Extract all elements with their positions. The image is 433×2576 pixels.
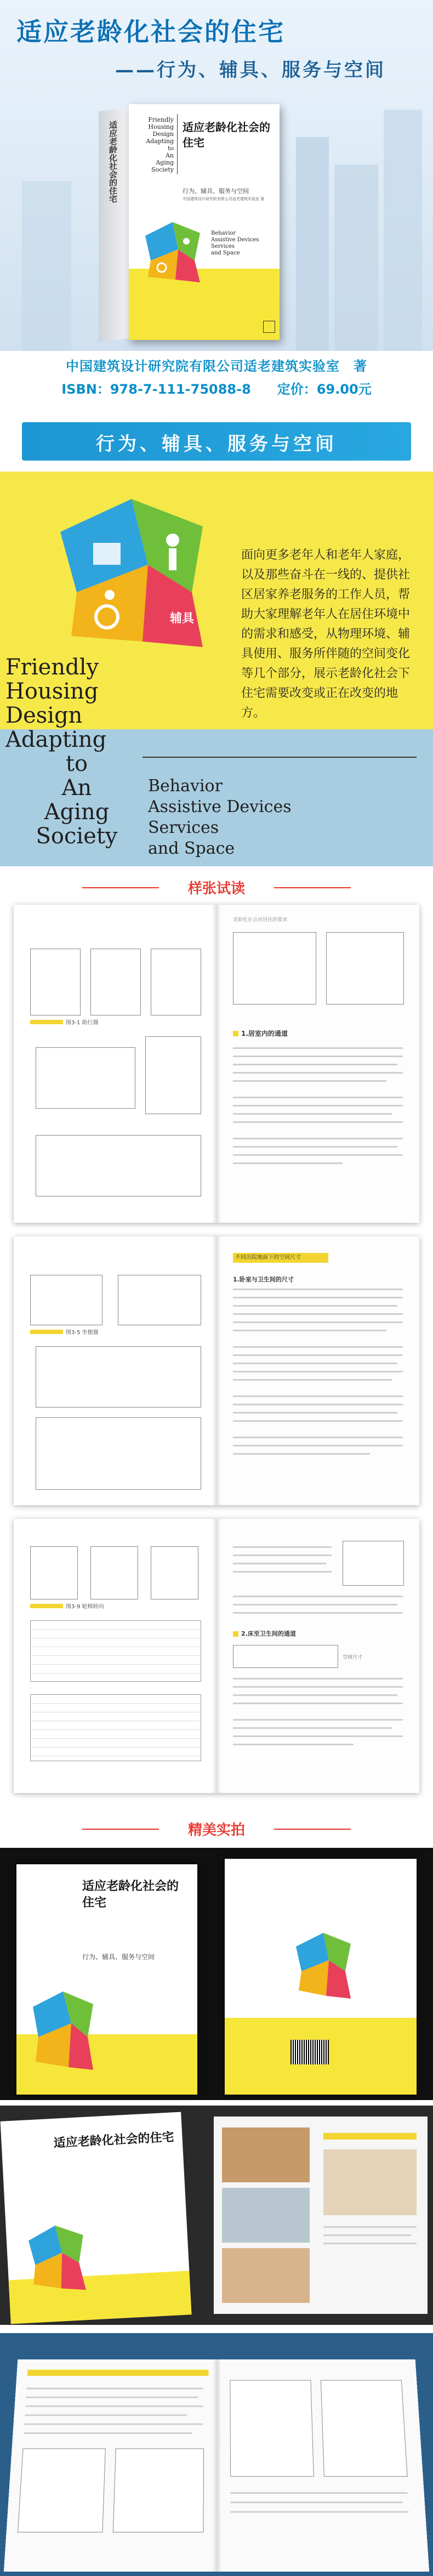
- text-line: [233, 1744, 354, 1745]
- text-line: [233, 1379, 392, 1381]
- photo-open-book: [0, 2333, 433, 2576]
- book-front-cover: [129, 104, 280, 340]
- text-line: [233, 1346, 403, 1348]
- text-line: [230, 2492, 407, 2494]
- intro-eng-line: to: [65, 751, 88, 776]
- intro-eng-sub-line: and Space: [148, 839, 235, 858]
- text-line: [233, 1694, 397, 1696]
- caption-marker: [30, 1020, 63, 1024]
- text-line: [233, 1305, 397, 1307]
- text-line: [323, 2243, 417, 2244]
- figure-person: [230, 2380, 314, 2477]
- spread-right-page: [216, 1519, 419, 1793]
- text-line: [233, 1154, 403, 1156]
- text-line: [233, 1703, 403, 1704]
- interior-photo: [222, 2127, 310, 2182]
- figure-corridor: [233, 932, 316, 1005]
- figure-diagram: [18, 2448, 106, 2532]
- cover-eng-line: Design: [152, 130, 174, 138]
- dimension-table: [30, 1694, 201, 1761]
- sample-spread-2: [14, 1236, 419, 1505]
- figure-layout: [233, 1645, 338, 1668]
- cover-eng-line: An: [165, 152, 174, 159]
- text-line: [233, 1445, 403, 1446]
- cover-subtitle: 行为、辅具、服务与空间: [183, 188, 249, 195]
- cover-eng-line: Aging: [156, 159, 174, 166]
- figure-wheelchair: [145, 1036, 201, 1114]
- sample-spread-1: [14, 905, 419, 1223]
- heading-marker: [233, 1631, 238, 1637]
- figure-wheelchair-ramp: [36, 1346, 201, 1408]
- figure-shower-chair: [36, 1047, 135, 1109]
- text-line: [25, 2405, 203, 2407]
- walker-person-body: [169, 548, 176, 570]
- heading-marker: [233, 1031, 238, 1036]
- text-line: [233, 1371, 403, 1372]
- intro-divider: [143, 757, 417, 758]
- text-line: [233, 1412, 397, 1414]
- spine-title: 适应老龄化社会的住宅: [108, 120, 118, 204]
- cover-eng-line: Society: [151, 166, 174, 173]
- text-line: [233, 1563, 326, 1564]
- spread-left-page: [14, 1236, 216, 1505]
- section-banner: [22, 422, 411, 461]
- text-line: [233, 1363, 397, 1364]
- text-line: [233, 1289, 403, 1290]
- text-line: [233, 1546, 332, 1548]
- text-line: [233, 1138, 403, 1139]
- figure-stretcher: [36, 1135, 201, 1196]
- figure-person: [321, 2380, 408, 2477]
- figure-caption: 图3-9 轮椅转向: [66, 1604, 104, 1610]
- text-line: [233, 1678, 403, 1679]
- text-line: [24, 2432, 192, 2434]
- figure-plan: [30, 1546, 78, 1599]
- interior-photo: [323, 2149, 417, 2215]
- isbn-price-line: ISBN：978-7-111-75088-8 定价：69.00元: [61, 382, 372, 397]
- cover-eng-line: Friendly: [148, 116, 174, 123]
- wheelchair-person-head: [105, 590, 115, 600]
- cover-english-title: [135, 116, 174, 173]
- caption-marker: [30, 1604, 63, 1608]
- text-line: [233, 1297, 403, 1298]
- intro-eng-sub-line: Behavior: [148, 776, 223, 796]
- section-heading: 1.居室内的通道: [241, 1030, 288, 1037]
- figure-step: [30, 1275, 102, 1325]
- text-line: [233, 1072, 403, 1074]
- barcode: [290, 2040, 329, 2064]
- text-line: [24, 2424, 203, 2425]
- text-line: [233, 1064, 397, 1065]
- text-line: [233, 1097, 403, 1098]
- sample-spread-3: [14, 1519, 419, 1793]
- spread-fold: [213, 2359, 222, 2572]
- cover-title: 适应老龄化社会的住宅: [183, 121, 270, 149]
- spread-fold: [212, 1236, 221, 1505]
- text-line: [233, 1453, 370, 1455]
- skyline-building: [384, 110, 422, 351]
- figure-caption: 图3-1 助行器: [66, 1020, 99, 1026]
- intro-eng-sub-line: Assistive Devices: [148, 797, 292, 816]
- text-line: [323, 2234, 411, 2236]
- intro-english-sub: [148, 776, 292, 859]
- figure-plan: [90, 1546, 138, 1599]
- photo-book-pages: [4, 2359, 429, 2572]
- cover-author: 中国建筑设计研究院有限公司适老建筑实验室 著: [183, 197, 265, 201]
- text-line: [233, 1146, 397, 1148]
- section-heading: 不同出院地面下的空间尺寸: [233, 1253, 328, 1263]
- skyline-building: [22, 181, 71, 351]
- page-heading-bar: [27, 2370, 209, 2376]
- intro-cube-graphic: [38, 483, 236, 652]
- section-line-right: [274, 1829, 351, 1830]
- photo-tilted-cover: [1, 2112, 192, 2324]
- photo-cover-title: 适应老龄化社会的住宅: [53, 2130, 175, 2151]
- photo-cube-graphic: [16, 2216, 92, 2302]
- service-icon: [93, 543, 121, 565]
- cube-label-aids: 辅具: [170, 612, 195, 626]
- section-line-right: [274, 887, 351, 888]
- photo-cube-graphic: [22, 1985, 104, 2078]
- book-spine: [99, 108, 129, 342]
- intro-eng-line: Design: [5, 703, 83, 728]
- intro-eng-line: Society: [36, 824, 118, 849]
- photo-front-cover: [16, 1864, 197, 2095]
- text-line: [233, 1686, 403, 1688]
- text-line: [233, 1596, 403, 1597]
- page-heading-bar: [323, 2133, 417, 2140]
- text-line: [233, 1554, 332, 1556]
- intro-eng-sub-line: Services: [148, 818, 219, 837]
- intro-eng-line: Housing: [5, 679, 99, 704]
- spread-left-page: [14, 905, 216, 1223]
- book-3d: [99, 104, 280, 340]
- cover-eng-line: Adapting: [146, 138, 174, 145]
- text-line: [25, 2414, 187, 2416]
- figure-toilet-plan: [343, 1541, 404, 1586]
- figure-diagram: [113, 2448, 204, 2532]
- text-line: [233, 1354, 403, 1356]
- text-line: [233, 1404, 403, 1405]
- text-line: [233, 1604, 397, 1605]
- hero-title: 适应老龄化社会的住宅: [16, 17, 285, 47]
- text-line: [233, 1113, 392, 1115]
- dimension-table: [30, 1620, 201, 1682]
- text-line: [323, 2226, 417, 2228]
- spread-fold: [212, 1519, 221, 1793]
- cover-eng-line: to: [167, 145, 174, 152]
- cover-eng-sub-line: Assistive Devices: [211, 237, 259, 243]
- spread-left-page: [14, 1519, 216, 1793]
- text-line: [233, 1719, 403, 1721]
- text-line: [233, 1080, 386, 1082]
- spread-right-page: [216, 1236, 419, 1505]
- photo-cover-title: 适应老龄化社会的住宅: [82, 1879, 179, 1910]
- banner-text: 行为、辅具、服务与空间: [96, 433, 337, 455]
- caption-marker: [30, 1330, 63, 1334]
- text-line: [26, 2388, 203, 2390]
- intro-eng-line: An: [61, 775, 92, 801]
- intro-english-title: [5, 655, 148, 848]
- skyline-building: [334, 164, 378, 351]
- text-line: [233, 1162, 343, 1164]
- text-line: [233, 1105, 403, 1107]
- photo-cover-subtitle: 行为、辅具、服务与空间: [82, 1953, 155, 1961]
- text-line: [233, 1571, 332, 1573]
- section-heading: 2.床至卫生间的通道: [241, 1630, 296, 1637]
- figure-plan: [151, 1546, 198, 1599]
- photo-book-covers: [0, 1848, 433, 2100]
- skyline-building: [296, 137, 329, 351]
- text-line: [233, 1056, 403, 1057]
- walker-person-icon: [166, 534, 179, 547]
- interior-photo: [222, 2248, 310, 2303]
- figure-walker: [30, 949, 81, 1015]
- spread-right-page: [216, 905, 419, 1223]
- text-line: [233, 1727, 392, 1729]
- figure-walker: [151, 949, 201, 1015]
- text-line: [230, 2501, 402, 2503]
- figure-handrail: [326, 932, 404, 1005]
- cover-eng-sub-line: Behavior: [211, 230, 236, 236]
- cover-cube-graphic: [134, 214, 211, 291]
- intro-eng-line: Aging: [44, 799, 110, 825]
- interior-photo: [222, 2188, 310, 2243]
- cover-divider: [177, 114, 178, 174]
- figure-caption: 图3-5 坐便器: [66, 1330, 99, 1336]
- hero-section: [0, 0, 433, 351]
- text-line: [233, 1330, 386, 1331]
- text-line: [233, 1420, 403, 1422]
- intro-description: 面向更多老年人和老年人家庭，以及那些奋斗在一线的、提供社区居家养老服务的工作人员，帮助大家理解老年人在居住环境中的需求和感受，从物理环境、辅具使用、服务所伴随的空间变化等几个部分，展示老龄化社会下住宅需要改变或正在改变的地方。: [241, 548, 411, 720]
- figure-walker: [90, 949, 141, 1015]
- text-line: [233, 1047, 403, 1049]
- cover-english-sub: [211, 230, 259, 257]
- text-line: [230, 2511, 408, 2513]
- text-line: [233, 1437, 403, 1438]
- spread-fold: [212, 905, 221, 1223]
- cover-eng-sub-line: Services: [211, 243, 235, 249]
- text-line: [233, 1735, 403, 1737]
- person-icon: [183, 238, 190, 245]
- text-line: [233, 1395, 403, 1397]
- text-line: [233, 1121, 403, 1123]
- publisher-logo: [263, 321, 275, 333]
- text-line: [233, 1321, 403, 1323]
- photo-back-cover: [225, 1859, 417, 2095]
- text-line: [233, 1313, 403, 1315]
- figure-wheelchair-user: [36, 1417, 201, 1490]
- photos-section-title: 精美实拍: [187, 1822, 245, 1839]
- text-line: [26, 2397, 197, 2398]
- hero-subtitle: ——行为、辅具、服务与空间: [115, 59, 386, 81]
- sample-section-title: 样张试读: [187, 881, 245, 897]
- photo-open-spread: [0, 2106, 433, 2325]
- authors-line: 中国建筑设计研究院有限公司适老建筑实验室 著: [66, 359, 367, 374]
- running-header: 老龄化社会对居住的要求: [233, 917, 288, 923]
- intro-eng-line: Adapting: [5, 727, 107, 752]
- text-line: [233, 1612, 403, 1614]
- figure-note: 空间尺寸: [343, 1655, 363, 1660]
- intro-section: [0, 472, 433, 866]
- cover-eng-sub-line: and Space: [211, 250, 240, 256]
- figure-ramp: [118, 1275, 201, 1325]
- cover-eng-line: Housing: [148, 123, 174, 130]
- subsection-heading: 1.卧室与卫生间的尺寸: [233, 1276, 294, 1283]
- intro-eng-line: Friendly: [5, 655, 99, 680]
- photo-back-cube: [285, 1925, 362, 2007]
- photo-open-pages: [214, 2117, 428, 2314]
